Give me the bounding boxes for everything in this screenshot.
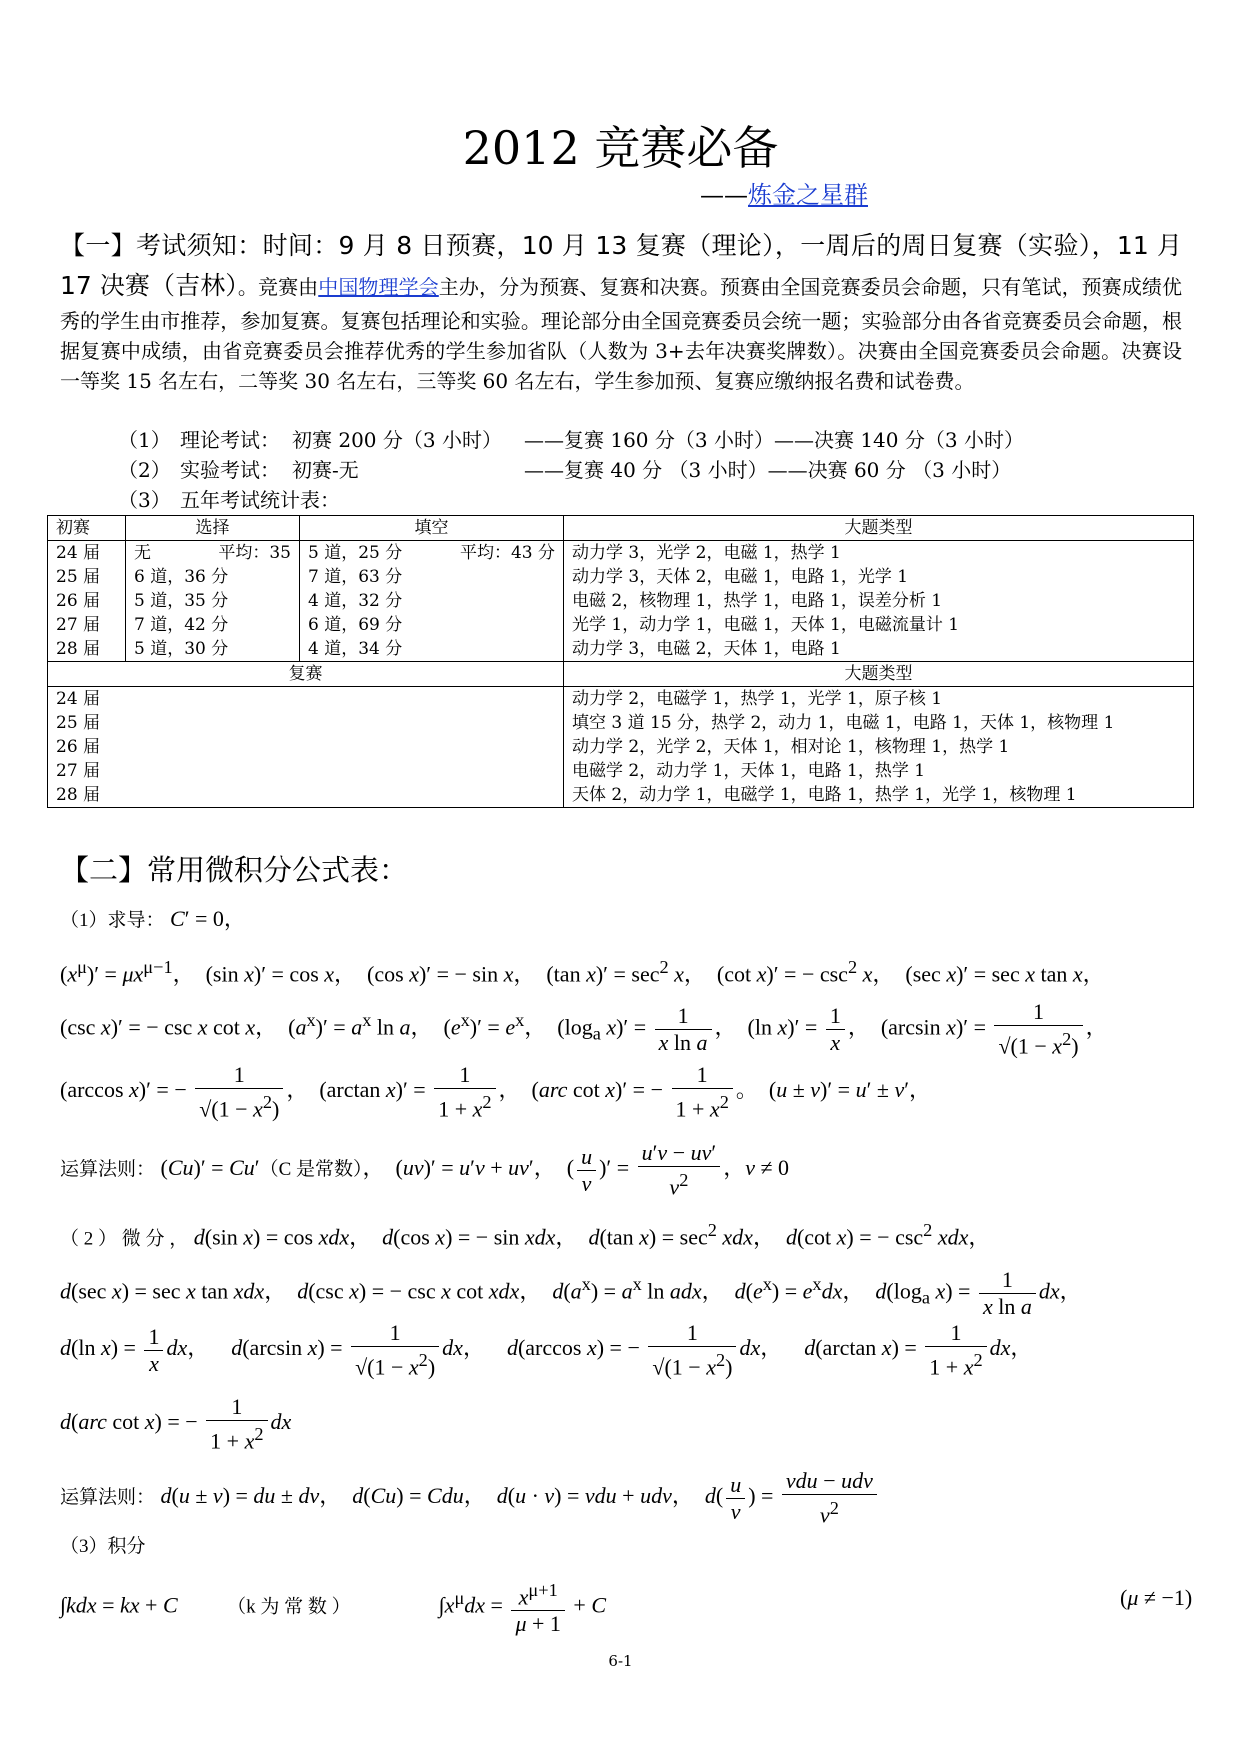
choice-cell: 5 道，35 分 — [134, 591, 229, 611]
edition-cell: 28 届 — [56, 785, 101, 805]
item-label: 理论考试： — [180, 428, 280, 452]
table-row — [48, 541, 1194, 662]
formula-line: 运算法则： (Cu)′ = Cu′（C 是常数）， (uv)′ = u′v + uv′， ( $\frac{u}{v}$ )′ = $\frac{u'v - uv'}{v^2}$ ，v ≠ 0 — [60, 1140, 790, 1200]
edition-cell: 28 届 — [56, 639, 101, 659]
edition-cell: 27 届 — [56, 761, 101, 781]
table-row — [48, 687, 1194, 808]
formula-line: （ 2 ） 微 分 ， d(sin x) = cos xdx， d(cos x) = − sin xdx， d(tan $x) = \sec^2$ xdx， d(cot x) = − $\csc^2$ xdx， — [60, 1220, 991, 1250]
item-rest: ——复赛 40 分 （3 小时）——决赛 60 分 （3 小时） — [524, 458, 1012, 482]
edition-cell: 24 届 — [56, 543, 101, 563]
edition-cell: 25 届 — [56, 567, 101, 587]
formula-line: d(arc cot x) = − $\frac{1}{1 + x^2}$ dx — [60, 1394, 292, 1454]
fill-cell: 4 道，34 分 — [308, 639, 403, 659]
formula-line: d(sec x) = sec x tan xdx， d(csc x) = − csc x cot xdx， $d(a^x) = a^x$ ln adx， $d(e^x) = e^xdx$， $d(\log_a$ x) = $\frac{1}{\text{x ln a}}$ dx， — [60, 1266, 1082, 1319]
types-cell: 填空 3 道 15 分，热学 2，动力 1，电磁 1，电路 1，天体 1，核物理 1 — [572, 713, 1115, 733]
item-first: 初赛-无 — [292, 458, 359, 482]
list-item — [118, 425, 1024, 455]
types-cell: 动力学 2，电磁学 1，热学 1，光学 1，原子核 1 — [572, 689, 943, 709]
edition-cell: 24 届 — [56, 689, 101, 709]
header-cell: 选择 — [126, 516, 300, 541]
subtitle-dash: —— — [700, 181, 748, 209]
cps-link[interactable]: 中国物理学会 — [318, 275, 439, 299]
item-number: （3） — [118, 488, 171, 512]
section1-heading: 【一】考试须知：时间：9 月 8 日预赛，10 月 13 复赛（理论），一周后的周日复赛（实验），11 月 17 决赛（吉林） — [60, 231, 1182, 300]
exam-stats-table — [47, 515, 1194, 808]
formula-line — [60, 1528, 1190, 1564]
header-cell: 大题类型 — [564, 516, 1194, 541]
fill-cell: 6 道，69 分 — [308, 615, 403, 635]
header-cell: 填空 — [300, 516, 564, 541]
types-cell: 天体 2，动力学 1，电磁学 1，电路 1，热学 1，光学 1，核物理 1 — [572, 785, 1077, 805]
subtitle — [700, 180, 868, 210]
item-label: 实验考试： — [180, 458, 280, 482]
rules-label: 运算法则： — [60, 1487, 156, 1509]
header-cell: 大题类型 — [564, 662, 1194, 687]
edition-cell: 27 届 — [56, 615, 101, 635]
table-header-row — [48, 662, 1194, 687]
table-header-row — [48, 516, 1194, 541]
list-item — [118, 455, 1011, 485]
types-cell: 动力学 3，光学 2，电磁 1，热学 1 — [572, 543, 841, 563]
edition-cell: 25 届 — [56, 713, 101, 733]
author-link[interactable]: 炼金之星群 — [748, 181, 868, 209]
integral-label: （3）积分 — [60, 1536, 146, 1557]
page-number: 6-1 — [608, 1652, 633, 1670]
derivative-label: （1）求导： — [60, 910, 165, 931]
const-note: （C 是常数） — [259, 1159, 363, 1181]
item-number: （1） — [118, 428, 171, 452]
item-number: （2） — [118, 458, 171, 482]
formula-line: 运算法则： d(u ± v) = du ± dv， d(Cu) = Cdu， d(u · v) = vdu + udv， d( $\frac{u}{v}$ ) = $\frac{\text{vdu − udv}}{v^2}$ — [60, 1468, 1190, 1528]
item-rest: ——复赛 160 分（3 小时）——决赛 140 分（3 小时） — [524, 428, 1024, 452]
edition-cell: 26 届 — [56, 737, 101, 757]
formula-line: ∫kdx = kx + C （k 为 常 数 ） $\int x^\mu dx$ = $\frac{x^{\mu+1}}{\mu + 1}$ + C (μ ≠ −1) — [60, 1570, 1190, 1637]
edition-cell: 26 届 — [56, 591, 101, 611]
formula-line: (csc x)′ = − csc x cot x， $(a^x)' = a^x$ ln a， $(e^x)' = e^x$， ($\log_a$ x)′ = $\frac{1}{\text{x ln a}}$ ， (ln x)′ = $\frac{1}{x}$ ， (arcsin x)′ = $\frac{1}{√(1 - x^2)}$ ， — [60, 999, 1108, 1059]
header-cell: 初赛 — [48, 516, 126, 541]
types-cell: 光学 1，动力学 1，电磁 1，天体 1，电磁流量计 1 — [572, 615, 960, 635]
choice-cell: 5 道，30 分 — [134, 639, 229, 659]
fill-cell: 5 道，25 分 平均：43 分 — [308, 543, 555, 563]
types-cell: 动力学 2，光学 2，天体 1，相对论 1，核物理 1，热学 1 — [572, 737, 1010, 757]
types-cell: 电磁学 2，动力学 1，天体 1，电路 1，热学 1 — [572, 761, 926, 781]
header-cell: 复赛 — [48, 662, 564, 687]
item-label: 五年考试统计表： — [180, 488, 340, 512]
types-cell: 动力学 3，天体 2，电磁 1，电路 1，光学 1 — [572, 567, 909, 587]
section2-heading: 【二】常用微积分公式表： — [60, 853, 409, 887]
fill-cell: 7 道，63 分 — [308, 567, 403, 587]
formula-line: d(ln x) = $\frac{1}{x}$ dx， d(arcsin x) = $\frac{1}{√(1 - x^2)}$ dx， d(arccos x) = − $\frac{1}{√(1 - x^2)}$ dx， d(arctan x) = $\frac{1}{1 + x^2}$ dx， — [60, 1320, 1033, 1380]
formula-line: (arccos x)′ = − $\frac{1}{√(1 - x^2)}$ ， (arctan x)′ = $\frac{1}{1 + x^2}$ ， (arc cot x)′ = − $\frac{1}{1 + x^2}$ 。 (u ± v)′ = u′ ± v′， — [60, 1062, 932, 1122]
section1-paragraph — [60, 226, 1182, 396]
item-first: 初赛 200 分（3 小时） — [292, 428, 502, 452]
list-item — [118, 485, 340, 515]
choice-cell: 7 道，42 分 — [134, 615, 229, 635]
page-title: 2012 竞赛必备 — [462, 121, 779, 175]
section1-body-a: 。竞赛由 — [237, 275, 319, 299]
section1-body-b: 主办，分为预赛、复赛和决赛。预赛由全国竞赛委员会命题，只有笔试，预赛成绩优秀的学生由市推荐，参加复赛。复赛包括理论和实验。理论部分由全国竞赛委员会统一题；实验部分由各省竞赛委员会命题，根据复赛中成绩，由省竞赛委员会推荐优秀的学生参加省队（人数为 3+去年决赛奖牌数）。决赛由全国竞赛委员会命题。决赛设一等奖 15 名左右，二等奖 30 名左右，三等奖 60 名左右，学生参加预、复赛应缴纳报名费和试卷费。 — [60, 275, 1183, 393]
k-note: （k 为 常 数 ） — [227, 1596, 351, 1618]
choice-cell: 无 平均：35 — [134, 543, 291, 563]
types-cell: 动力学 3，电磁 2，天体 1，电路 1 — [572, 639, 841, 659]
formula-line: （1）求导： C′ = 0， — [60, 906, 246, 931]
rules-label: 运算法则： — [60, 1159, 156, 1181]
differential-label: （ 2 ） 微 分 ， — [60, 1228, 189, 1250]
choice-cell: 6 道，36 分 — [134, 567, 229, 587]
types-cell: 电磁 2，核物理 1，热学 1，电路 1，误差分析 1 — [572, 591, 943, 611]
formula-line: $(x^\mu)' = \mu x^{\mu-1}$， (sin x)′ = cos x， (cos x)′ = − sin x， (tan $x)' = \sec^2 x$， (cot x)′ = − $\csc^2 x$， (sec x)′ = sec x tan x， — [60, 957, 1105, 987]
fill-cell: 4 道，32 分 — [308, 591, 403, 611]
